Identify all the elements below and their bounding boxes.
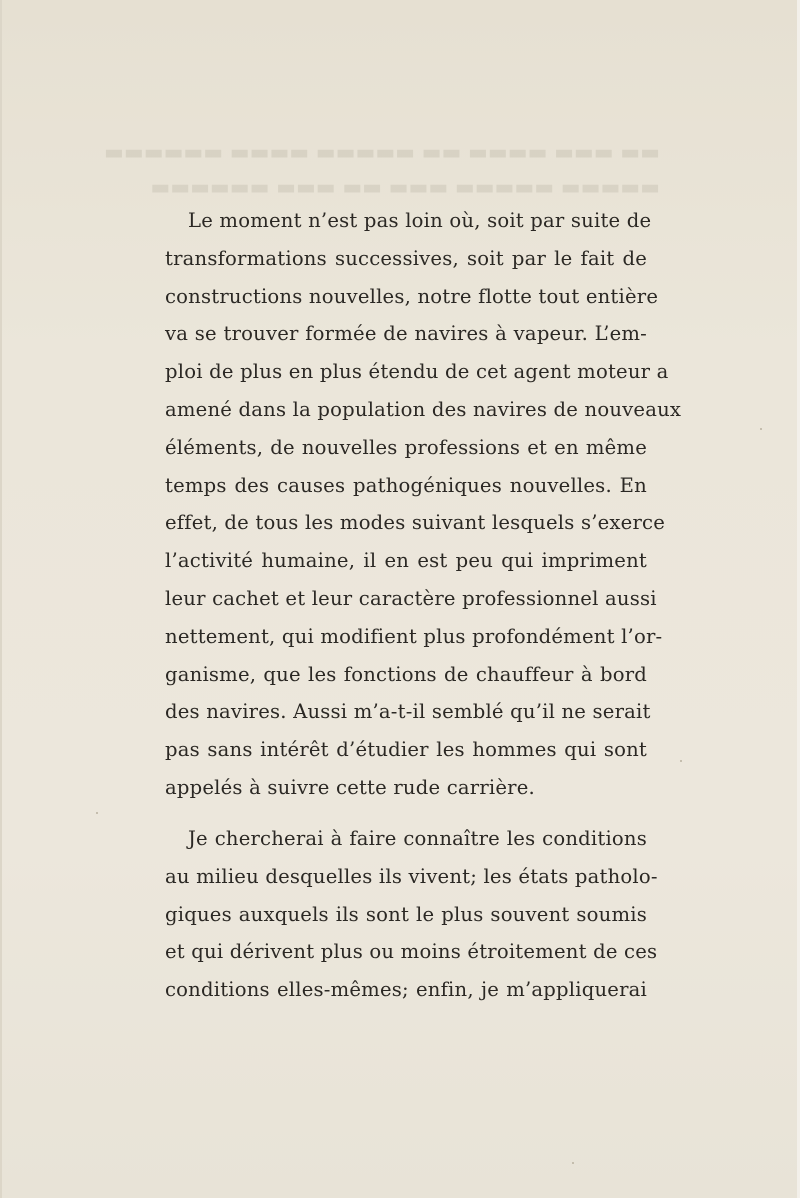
paper-speck [572,1162,574,1164]
text-line: l’activité humaine, il en est peu qui impriment [165,549,647,573]
paper-speck [96,812,98,814]
text-line: va se trouver formée de navires à vapeur. L’em- [165,322,647,346]
text-line: éléments, de nouvelles professions et en même [165,435,647,459]
show-through: ▬▬▬▬▬ ▬▬▬▬▬ ▬▬▬ ▬▬ ▬▬▬ ▬▬▬▬▬▬ [150,175,660,199]
text-line: Je chercherai à faire connaître les conditions [188,827,647,850]
text-line: effet, de tous les modes suivant lesquels s’exerce [165,511,666,535]
show-through: ▬▬ ▬▬▬ ▬▬▬▬ ▬▬ ▬▬▬▬▬ ▬▬▬▬ ▬▬▬▬▬▬ [104,140,660,164]
page-edge-left [0,0,2,1198]
text-line: transformations successives, soit par le fait de [165,246,647,270]
text-line: amené dans la population des navires de nouveaux [165,397,682,421]
paragraph-2 [165,820,658,1009]
text-line: pas sans intérêt d’étudier les hommes qui sont [165,738,647,762]
text-line: et qui dérivent plus ou moins étroitement de ces [165,940,658,964]
text-line: nettement, qui modifient plus profondément l’or- [165,624,663,648]
text-line: appelés à suivre cette rude carrière. [165,775,535,799]
text-line: Le moment n’est pas loin où, soit par suite de [188,209,652,232]
paragraph-1 [165,202,682,807]
paper-speck [760,428,762,430]
text-line: ganisme, que les fonctions de chauffeur à bord [165,662,647,686]
text-line: constructions nouvelles, notre flotte tout entière [165,284,659,308]
text-line: conditions elles-mêmes; enfin, je m’appliquerai [165,978,647,1002]
paper-speck [680,760,682,762]
text-line: leur cachet et leur caractère professionnel aussi [165,586,657,610]
text-line: des navires. Aussi m’a-t-il semblé qu’il ne serait [165,700,651,724]
text-line: ploi de plus en plus étendu de cet agent moteur a [165,360,669,384]
text-line: temps des causes pathogéniques nouvelles. En [165,473,647,497]
text-line: giques auxquels ils sont le plus souvent soumis [165,902,647,926]
text-line: au milieu desquelles ils vivent; les états patholo- [165,864,658,888]
